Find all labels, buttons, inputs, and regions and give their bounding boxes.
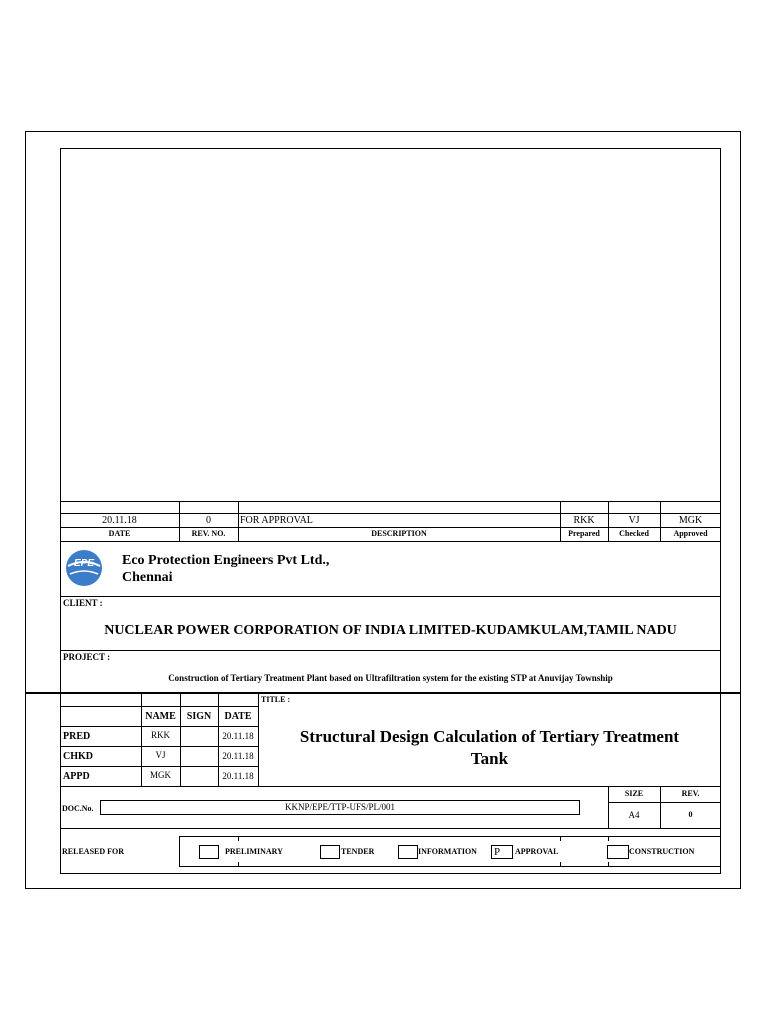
rev-checked-header: Checked xyxy=(619,529,649,538)
tender-checkbox[interactable] xyxy=(320,845,340,859)
construction-checkbox[interactable] xyxy=(607,845,629,859)
logo-text: EPE xyxy=(73,558,95,569)
rev-no-value: 0 xyxy=(206,515,211,526)
approval-checkbox[interactable] xyxy=(491,845,513,859)
signoff-name: VJ xyxy=(155,750,166,760)
approval-mark: P xyxy=(494,846,501,858)
rev-description-value: FOR APPROVAL xyxy=(240,515,313,526)
preliminary-checkbox[interactable] xyxy=(199,845,219,859)
released-for-label: RELEASED FOR xyxy=(62,847,125,856)
project-description: Construction of Tertiary Treatment Plant based on Ultrafiltration system for the existing STP at Anuvijay Township xyxy=(168,673,613,683)
rev-value: 0 xyxy=(688,810,693,819)
rev-approved-value: MGK xyxy=(678,515,703,526)
information-label: INFORMATION xyxy=(418,847,477,856)
company-city: Chennai xyxy=(122,570,173,585)
rev-prepared-value: RKK xyxy=(573,515,595,526)
preliminary-label: PRELIMINARY xyxy=(225,847,283,856)
rev-checked-value: VJ xyxy=(628,515,640,526)
construction-label: CONSTRUCTION xyxy=(629,847,695,856)
doc-number-value: KKNP/EPE/TTP-UFS/PL/001 xyxy=(284,802,396,812)
project-label: PROJECT : xyxy=(63,652,111,662)
information-checkbox[interactable] xyxy=(398,845,418,859)
rev-approved-header: Approved xyxy=(673,529,708,538)
rev-label: REV. xyxy=(681,789,700,798)
title-separator xyxy=(25,692,741,694)
title-label: TITLE : xyxy=(261,695,291,704)
rev-date-value: 20.11.18 xyxy=(102,515,137,526)
signoff-date: 20.11.18 xyxy=(222,731,254,741)
signoff-sign-header: SIGN xyxy=(186,711,212,722)
document-title-line2: Tank xyxy=(470,749,509,768)
approval-label: APPROVAL xyxy=(515,847,559,856)
signoff-date-header: DATE xyxy=(224,711,252,722)
signoff-name-header: NAME xyxy=(145,711,176,722)
client-name: NUCLEAR POWER CORPORATION OF INDIA LIMITED-KUDAMKULAM,TAMIL NADU xyxy=(104,623,677,638)
signoff-role: APPD xyxy=(63,771,90,782)
client-label: CLIENT : xyxy=(63,598,103,608)
signoff-name: MGK xyxy=(149,770,171,780)
size-label: SIZE xyxy=(624,789,644,798)
signoff-name: RKK xyxy=(150,730,170,740)
rev-date-header: DATE xyxy=(108,529,131,538)
rev-no-header: REV. NO. xyxy=(191,529,226,538)
drawing-area xyxy=(61,149,720,501)
rev-prepared-header: Prepared xyxy=(568,529,600,538)
rev-description-header: DESCRIPTION xyxy=(371,529,427,538)
signoff-role: PRED xyxy=(63,731,91,742)
signoff-date: 20.11.18 xyxy=(222,771,254,781)
size-value: A4 xyxy=(628,810,640,820)
company-name: Eco Protection Engineers Pvt Ltd., xyxy=(122,553,330,568)
signoff-role: CHKD xyxy=(63,751,93,762)
doc-number-label: DOC.No. xyxy=(62,804,94,813)
tender-label: TENDER xyxy=(341,847,375,856)
signoff-date: 20.11.18 xyxy=(222,751,254,761)
epe-logo-icon xyxy=(64,546,114,590)
document-title-line1: Structural Design Calculation of Tertiary Treatment xyxy=(299,727,680,746)
